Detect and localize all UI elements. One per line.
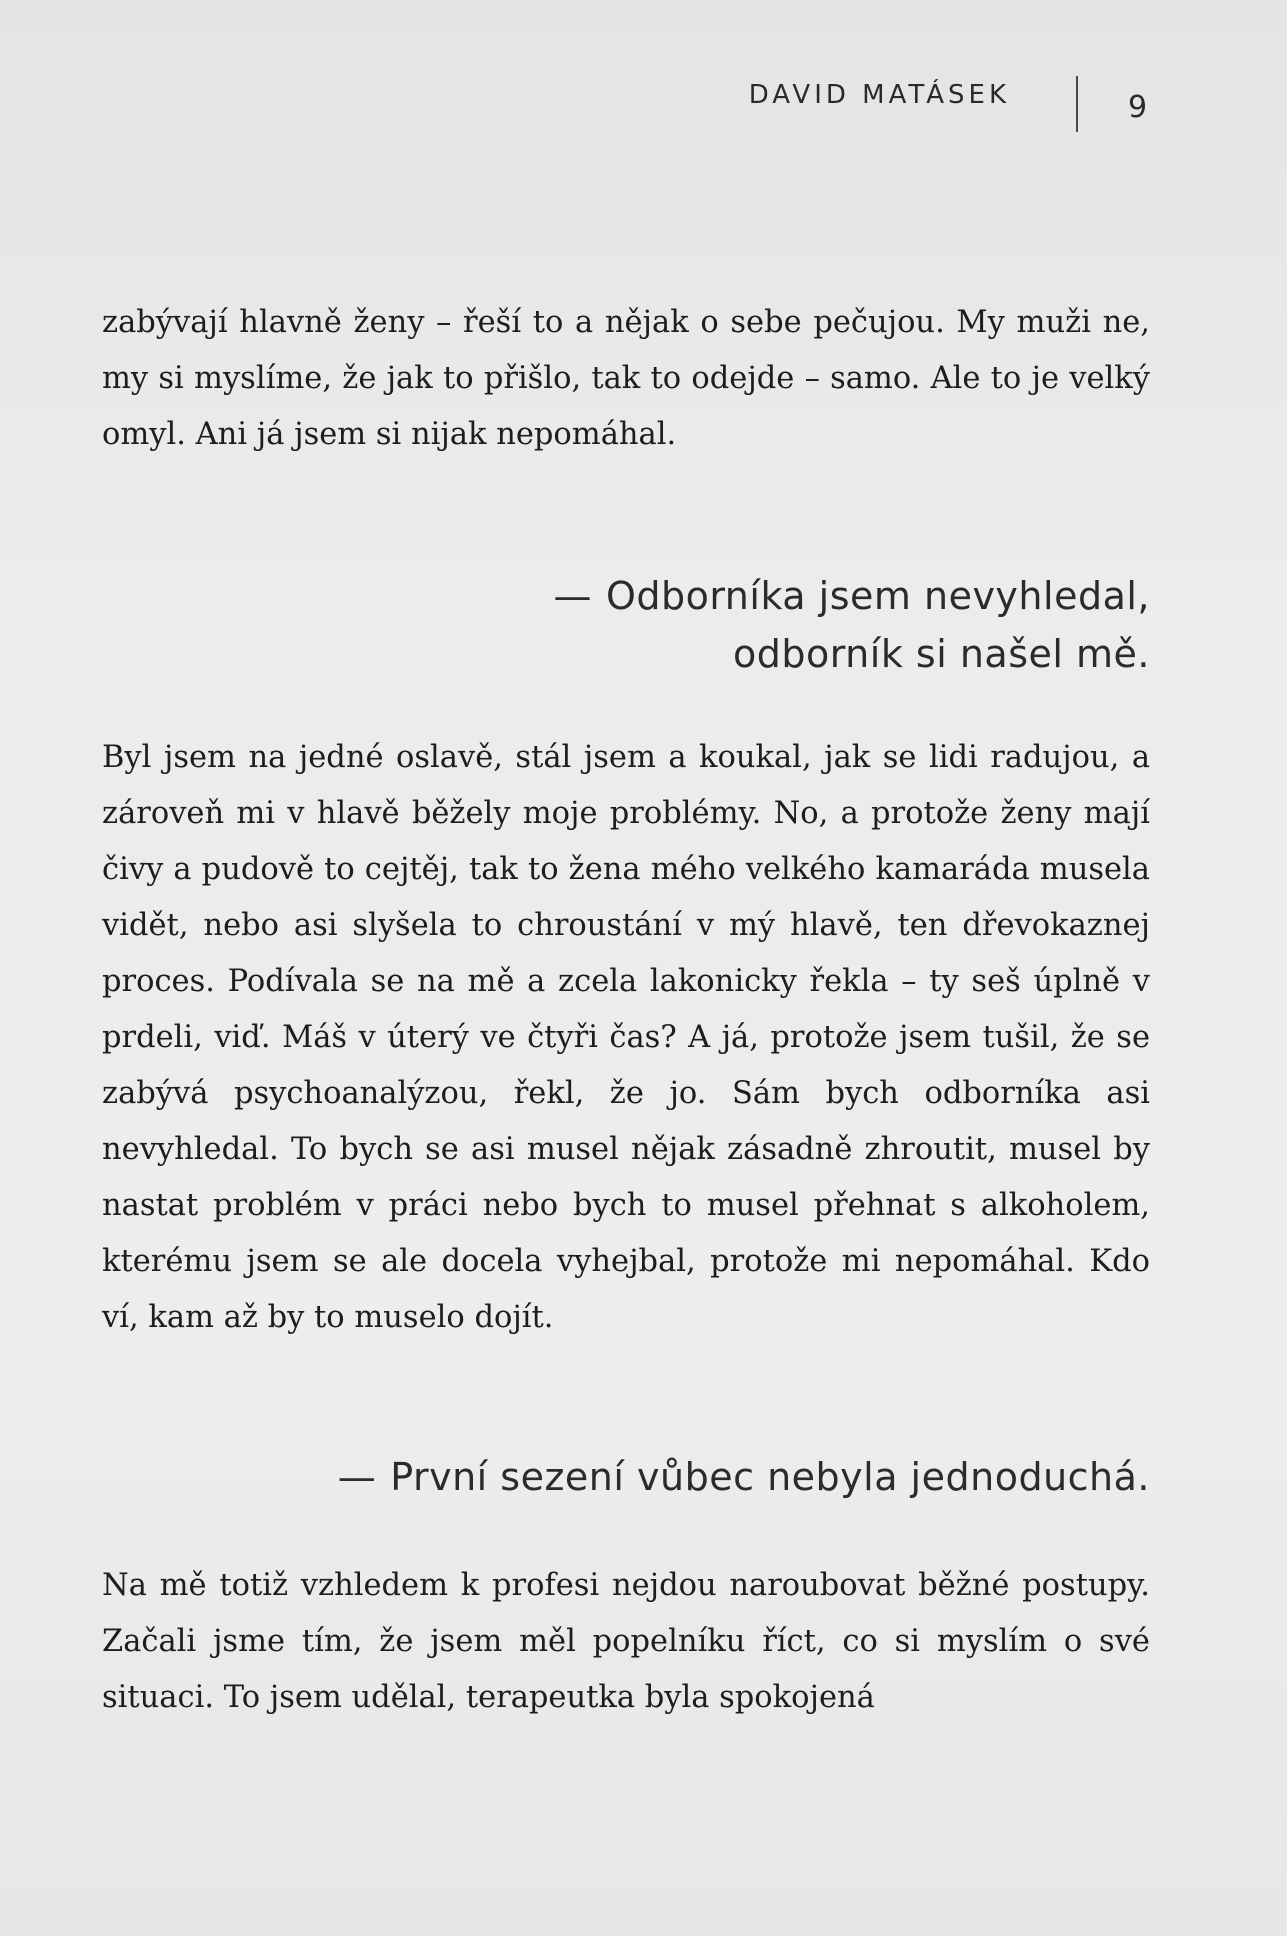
pull-quote-line: První sezení vůbec nebyla jednoduchá. bbox=[390, 1455, 1150, 1499]
page-number: 9 bbox=[1128, 90, 1148, 125]
pull-quote-line: odborník si našel mě. bbox=[732, 632, 1150, 676]
pull-quote bbox=[110, 567, 1150, 683]
pull-quote-dash: — bbox=[553, 574, 592, 618]
paragraph: Byl jsem na jedné oslavě, stál jsem a koukal, jak se lidi radujou, a zároveň mi v hlavě běžely moje problémy. No, a protože ženy mají čivy a pudově to cejtěj, tak to žena mého velkého kamaráda musela vidět, nebo asi slyšela to chroustání v mý hlavě, ten dřevokaznej proces. Podívala se na mě a zcela lakonicky řekla – ty seš úplně v prdeli, viď. Máš v úterý ve čtyři čas? A já, protože jsem tušil, že se zabývá psychoanalýzou, řekl, že jo. Sám bych odborníka asi nevyhledal. To bych se asi musel nějak zásadně zhroutit, musel by nastat problém v práci nebo bych to musel přehnat s alkoholem, kterému jsem se ale docela vyhejbal, protože mi nepomáhal. Kdo ví, kam až by to muselo dojít. bbox=[102, 740, 1150, 1335]
pull-quote-line: Odborníka jsem nevyhledal, bbox=[605, 574, 1150, 618]
running-head-author: DAVID MATÁSEK bbox=[748, 80, 1010, 110]
paragraph: Na mě totiž vzhledem k profesi nejdou naroubovat běžné postupy. Začali jsme tím, že jsem měl popelníku říct, co si myslím o své situaci. To jsem udělal, terapeutka byla spokojená bbox=[102, 1568, 1150, 1715]
header-divider bbox=[1076, 76, 1078, 132]
paragraph: zabývají hlavně ženy – řeší to a nějak o sebe pečujou. My muži ne, my si myslíme, že jak to přišlo, tak to odejde – samo. Ale to je velký omyl. Ani já jsem si nijak nepomáhal. bbox=[102, 305, 1150, 452]
pull-quote bbox=[110, 1448, 1150, 1506]
pull-quote-dash: — bbox=[337, 1455, 377, 1499]
page-header bbox=[0, 0, 1287, 160]
